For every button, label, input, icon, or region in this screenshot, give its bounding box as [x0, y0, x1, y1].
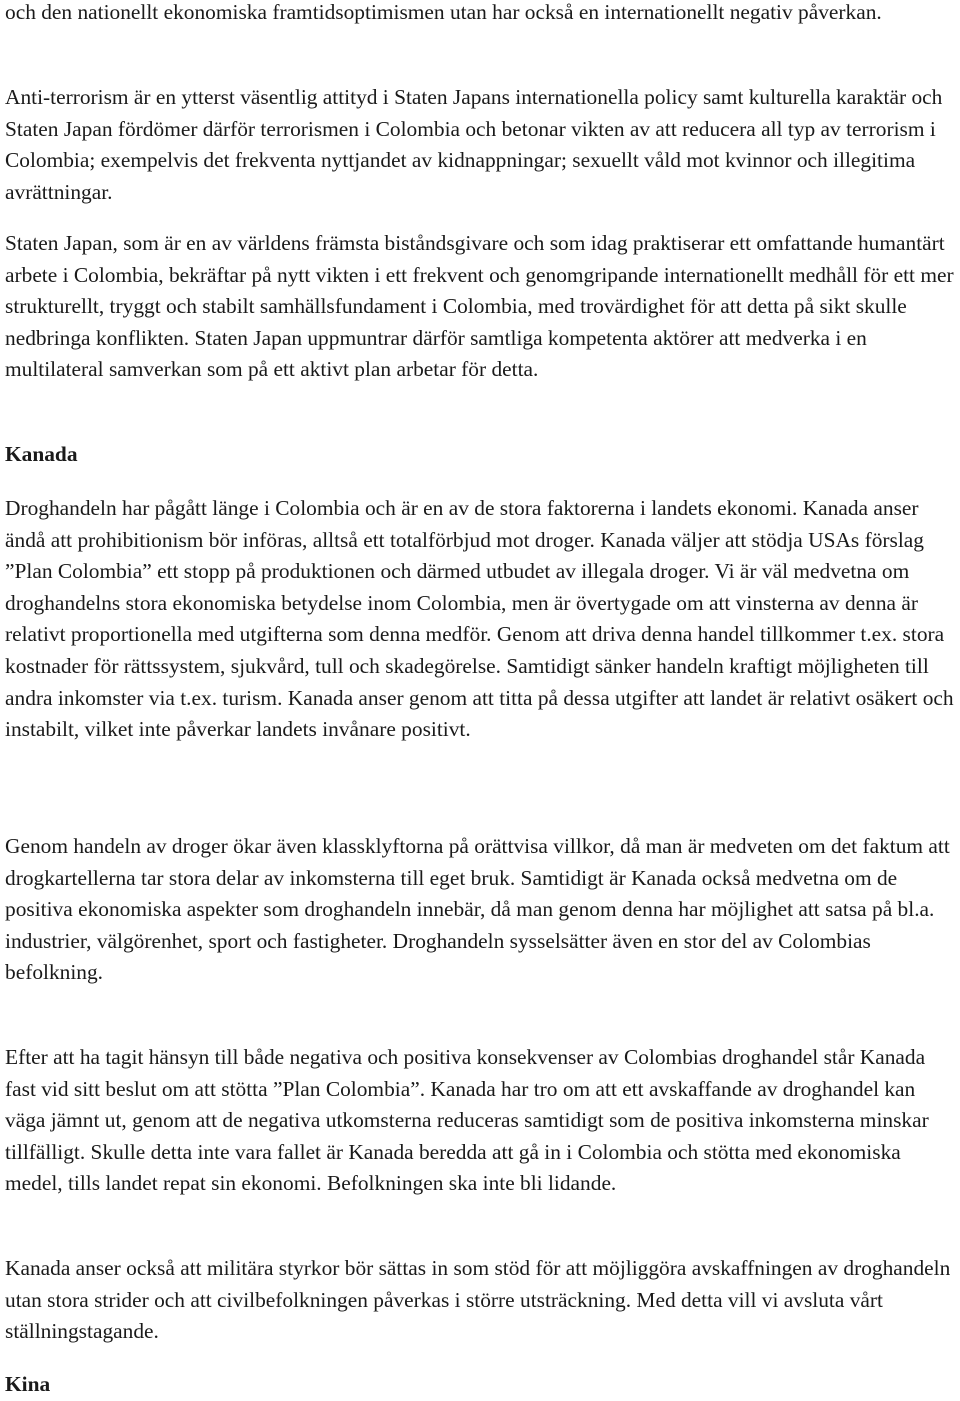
paragraph-anti-terrorism: Anti-terrorism är en ytterst väsentlig attityd i Staten Japans internationella policy samt kulturella karaktär och Staten Japan fördömer därför terrorismen i Colombia och betonar vikten av att reducera all typ av terrorism i Colombia; exempelvis det frekventa nyttjandet av kidnappningar; sexuellt våld mot kvinnor och illegitima avrättningar. — [5, 85, 943, 204]
document-page — [5, 0, 960, 1395]
paragraph-intro-continuation: och den nationellt ekonomiska framtidsoptimismen utan har också en internationellt negativ påverkan. — [5, 0, 882, 24]
paragraph-military: Kanada anser också att militära styrkor bör sättas in som stöd för att möjliggöra avskaffningen av droghandeln utan stora strider och att civilbefolkningen påverkas i större utsträckning. Med detta vill vi avsluta vårt ställningstagande. — [5, 1256, 951, 1344]
paragraph-plan-colombia: Efter att ha tagit hänsyn till både negativa och positiva konsekvenser av Colombias droghandel står Kanada fast vid sitt beslut om att stötta ”Plan Colombia”. Kanada har tro om att ett avskaffande av droghandel kan väga jämnt ut, genom att de negativa utkomsterna reduceras samtidigt som de positiva inkomsterna minskar tillfälligt. Skulle detta inte vara fallet är Kanada beredda att gå in i Colombia och stötta med ekonomiska medel, tills landet repat sin ekonomi. Befolkningen ska inte bli lidande. — [5, 1045, 929, 1196]
section-heading-kina: Kina — [5, 1372, 51, 1396]
paragraph-japan-aid: Staten Japan, som är en av världens främsta biståndsgivare och som idag praktiserar ett omfattande humantärt arbete i Colombia, bekräftar på nytt vikten i ett frekvent och genomgripande internationellt medhåll för ett mer strukturellt, tryggt och stabilt samhällsfundament i Colombia, med trovärdighet för att detta på sikt skulle nedbringa konflikten. Staten Japan uppmuntrar därför samtliga kompetenta aktörer att medverka i en multilateral samverkan som på ett aktivt plan arbetar för detta. — [5, 231, 954, 382]
paragraph-drug-trade: Droghandeln har pågått länge i Colombia och är en av de stora faktorerna i landets ekonomi. Kanada anser ändå att prohibitionism bör införas, alltså ett totalförbjud mot droger. Kanada väljer att stödja USAs förslag ”Plan Colombia” ett stopp på produktionen och därmed utbudet av illegala droger. Vi är väl medvetna om droghandelns stora ekonomiska betydelse inom Colombia, men är övertygade om att vinsterna av denna är relativt proportionella med utgifterna som denna medför. Genom att driva denna handel tillkommer t.ex. stora kostnader för rättssystem, sjukvård, tull och skadegörelse. Samtidigt sänker handeln kraftigt möjligheten till andra inkomster via t.ex. turism. Kanada anser genom att titta på dessa utgifter att landet är relativt osäkert och instabilt, vilket inte påverkar landets invånare positivt. — [5, 496, 954, 742]
section-heading-kanada: Kanada — [5, 442, 78, 466]
paragraph-class-gaps: Genom handeln av droger ökar även klassklyftorna på orättvisa villkor, då man är medveten om det faktum att drogkartellerna tar stora delar av inkomsterna till eget bruk. Samtidigt är Kanada också medvetna om de positiva ekonomiska aspekter som droghandeln innebär, då man genom denna har möjlighet att satsa på bl.a. industrier, välgörenhet, sport och fastigheter. Droghandeln sysselsätter även en stor del av Colombias befolkning. — [5, 834, 950, 985]
